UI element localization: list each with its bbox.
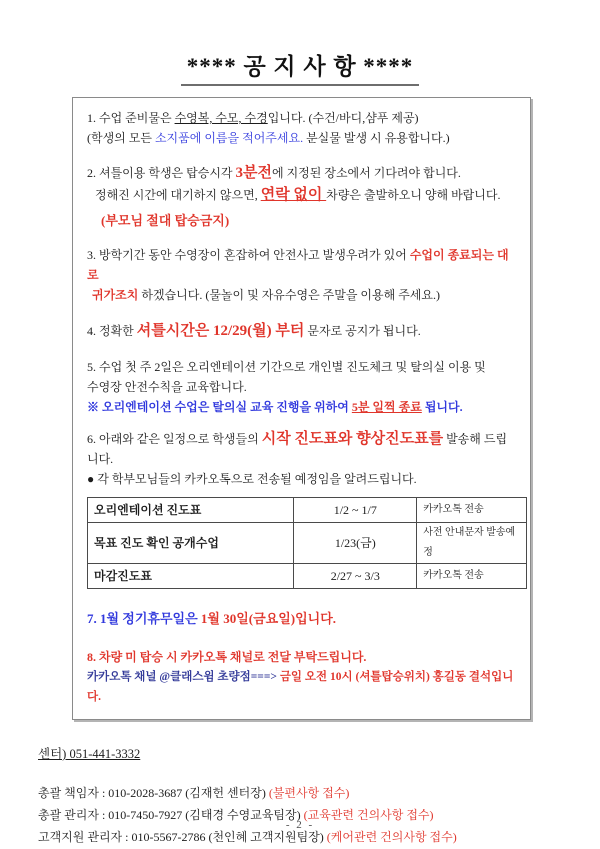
contact-list	[38, 782, 600, 848]
item2-line1	[87, 163, 516, 183]
notice-item-3	[87, 245, 516, 305]
item7-line1	[87, 609, 516, 629]
table-row	[88, 564, 527, 589]
item5-l3-blue: ※ 오리엔테이션 수업은 탈의실 교육 진행을 위하여	[87, 400, 352, 414]
item4-line1	[87, 321, 516, 341]
notice-item-1	[87, 108, 516, 148]
notice-item-5	[87, 357, 516, 417]
contact-label: 고객지원 관리자 : 010-5567-2786 (천인혜 고객지원팀장)	[38, 830, 327, 844]
page-number: - 2 -	[285, 819, 315, 831]
spacer	[87, 341, 516, 357]
notice-item-2	[87, 163, 516, 233]
spacer	[87, 148, 516, 163]
page-title: **** 공 지 사 항 ****	[181, 48, 420, 86]
item7-blue: 7. 1월 정기휴무일은	[87, 611, 198, 626]
item3-l2-highlight: 귀가조치	[92, 288, 139, 302]
spacer	[87, 629, 516, 647]
item6-l2-text: ● 각 학부모님들의 카카오톡으로 전송될 예정임을 알려드립니다.	[87, 472, 417, 486]
item2-line3	[87, 208, 516, 233]
item6-line2	[87, 469, 516, 489]
item1-l2-text: (학생의 모든	[87, 131, 155, 145]
table-row	[88, 498, 527, 523]
center-phone: 센터) 051-441-3332	[38, 747, 141, 761]
notice-item-8	[87, 647, 516, 707]
schedule-method: 사전 안내문자 발송예정	[417, 523, 527, 564]
item3-l2-rest: 하겠습니다. (물놀이 및 자유수영은 주말을 이용해 주세요.)	[138, 288, 440, 302]
item5-l2-text: 수영장 안전수칙을 교육합니다.	[87, 380, 247, 394]
schedule-method: 카카오톡 전송	[417, 564, 527, 589]
item1-line1	[87, 108, 516, 128]
item5-line2	[87, 377, 516, 397]
item8-line1	[87, 647, 516, 667]
spacer	[87, 589, 516, 609]
schedule-period: 1/23(금)	[294, 523, 417, 564]
item2-l3-warning: (부모님 절대 탑승금지)	[101, 213, 230, 228]
contact-note: (불편사항 접수)	[268, 786, 350, 800]
item4-rest: 문자로 공지가 됩니다.	[304, 324, 421, 338]
item3-line1	[87, 245, 516, 285]
item2-l1-rest: 에 지정된 장소에서 기다려야 합니다.	[272, 166, 461, 180]
item4-highlight: 셔틀시간은 12/29(월) 부터	[136, 323, 305, 339]
item5-l1-text: 5. 수업 첫 주 2일은 오리엔테이션 기간으로 개인별 진도체크 및 탈의실 이용 및	[87, 360, 486, 374]
item2-l2-highlight: 연락 없이	[260, 187, 327, 203]
item2-line2	[87, 183, 516, 208]
item2-l2-rest: 차량은 출발하오니 양해 바랍니다.	[326, 188, 501, 202]
item5-l3-rest: 됩니다.	[421, 400, 463, 414]
contact-note: (케어관련 건의사항 접수)	[326, 830, 457, 844]
spacer	[87, 417, 516, 429]
item5-l3-highlight: 5분 일찍 종료	[351, 400, 422, 414]
title-area	[0, 0, 600, 86]
schedule-period: 1/2 ~ 1/7	[294, 498, 417, 523]
schedule-method: 카카오톡 전송	[417, 498, 527, 523]
schedule-table	[87, 497, 527, 589]
item6-l1-rest: 발송해 드립니다.	[87, 432, 508, 466]
item3-line2	[87, 285, 516, 305]
notice-item-6	[87, 429, 516, 489]
item2-l2-text: 정해진 시간에 대기하지 않으면,	[95, 188, 261, 202]
item1-line2	[87, 128, 516, 148]
item1-l1-rest: 입니다. (수건/바디,샴푸 제공)	[267, 111, 419, 125]
contact-label: 총괄 관리자 : 010-7450-7927 (김태경 수영교육팀장)	[38, 808, 304, 822]
item8-line2	[87, 667, 516, 707]
contact-label: 총괄 책임자 : 010-2028-3687 (김재헌 센터장)	[38, 786, 269, 800]
contact-row	[38, 782, 600, 804]
item6-l1-text: 6. 아래와 같은 일정으로 학생들의	[87, 432, 262, 446]
spacer	[87, 305, 516, 321]
schedule-name: 오리엔테이션 진도표	[88, 498, 294, 523]
schedule-name: 마감진도표	[88, 564, 294, 589]
item3-l1-text: 3. 방학기간 동안 수영장이 혼잡하여 안전사고 발생우려가 있어	[87, 248, 410, 262]
item2-l1-highlight: 3분전	[235, 165, 272, 181]
notice-box	[72, 97, 531, 720]
table-row	[88, 523, 527, 564]
item1-l2-blue: 소지품에 이름을 적어주세요.	[154, 131, 304, 145]
spacer	[87, 233, 516, 245]
item5-line3	[87, 397, 516, 417]
item8-l2-channel: 카카오톡 채널 @클래스윔 초량점===>	[87, 671, 277, 683]
notice-item-7	[87, 609, 516, 629]
item6-l1-highlight: 시작 진도표와 향상진도표를	[261, 431, 444, 447]
item4-text: 4. 정확한	[87, 324, 137, 338]
item6-line1	[87, 429, 516, 469]
item7-red: 1월 30일(금요일)입니다.	[197, 611, 337, 626]
notice-item-4	[87, 321, 516, 341]
contact-note: (교육관련 건의사항 접수)	[303, 808, 434, 822]
item8-l1-text: 8. 차량 미 탑승 시 카카오톡 채널로 전달 부탁드립니다.	[87, 650, 367, 664]
item8-l2-example: 금일 오전 10시 (셔틀탑승위치) 홍길동 결석입니다.	[87, 671, 514, 703]
item1-l1-underlined: 수영복, 수모, 수경	[174, 111, 268, 125]
schedule-period: 2/27 ~ 3/3	[294, 564, 417, 589]
schedule-name: 목표 진도 확인 공개수업	[88, 523, 294, 564]
item1-l1-text: 1. 수업 준비물은	[87, 111, 175, 125]
item1-l2-rest: 분실물 발생 시 유용합니다.)	[303, 131, 450, 145]
item2-l1-text: 2. 셔틀이용 학생은 탑승시각	[87, 166, 236, 180]
item3-l1-highlight: 수업이 종료되는 대로	[87, 248, 509, 282]
item5-line1	[87, 357, 516, 377]
